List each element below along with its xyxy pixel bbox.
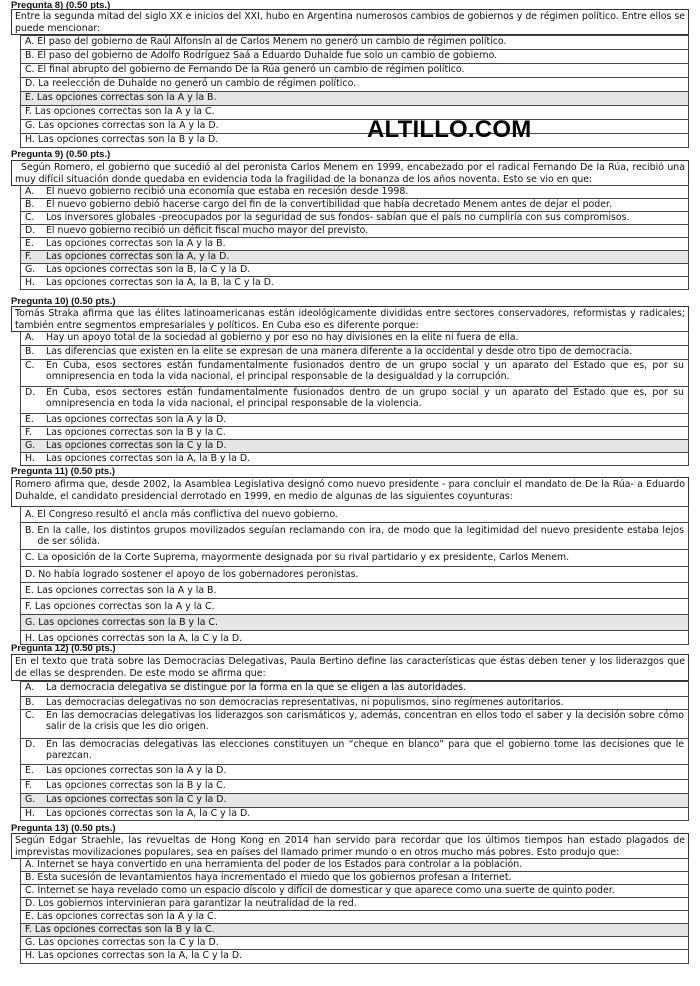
option-text: La democracia delegativa se distingue por la forma en la que se eligen a las autoridades.	[46, 682, 467, 693]
option-text: En Cuba, esos sectores están fundamentalmente fusionados dentro de un grupo social y un aparato del Estado que es, por su omnipresencia en toda la vida nacional, el principal responsable de la desigualdad y la corrupción.	[46, 360, 684, 382]
option-text: Hay un apoyo total de la sociedad al gobierno y por eso no hay divisiones en la elite ni fuera de ella.	[46, 332, 519, 343]
option-letter: A.	[25, 682, 35, 693]
question-12-option-c[interactable]	[20, 709, 689, 739]
question-12-stem: En el texto que trata sobre las Democracias Delegativas, Paula Bertino define las características que éstas deben tener y los liderazgos que de ellas se desprenden. De este modo se afirma que:	[15, 656, 685, 679]
question-13-header: Pregunta 13) (0.50 pts.)	[11, 823, 116, 834]
option-letter: D.	[25, 78, 36, 89]
option-letter: H.	[25, 453, 35, 464]
option-text: El nuevo gobierno debió hacerse cargo del fin de la convertibilidad que había decretado Menem antes de dejar el poder.	[46, 199, 612, 210]
question-11-option-g[interactable]	[20, 614, 689, 631]
option-letter: D.	[25, 387, 36, 398]
question-10-option-a[interactable]	[20, 331, 689, 346]
question-8-option-b[interactable]	[20, 49, 689, 64]
question-8-option-f[interactable]	[20, 105, 689, 120]
option-letter: H.	[25, 808, 35, 819]
question-12-option-f[interactable]	[20, 779, 689, 794]
question-10-option-c[interactable]	[20, 359, 689, 387]
option-text: Las opciones correctas son la B y la C.	[46, 427, 226, 438]
option-letter: C.	[25, 710, 35, 721]
question-13-option-d[interactable]	[20, 897, 689, 911]
option-letter: D.	[25, 225, 36, 236]
question-8-stem-box	[11, 9, 689, 35]
option-letter: B.	[25, 346, 35, 357]
option-letter: F.	[25, 427, 32, 438]
question-11-stem: Romero afirma que, desde 2002, la Asamblea Legislativa designó como nuevo presidente - para concluir el mandato de De la Rúa- a Eduardo Duhalde, el candidato presidencial derrotado en 1999, en medio de algunas de las siguientes coyunturas:	[15, 479, 685, 502]
option-text: Los gobiernos intervinieran para garantizar la neutralidad de la red.	[38, 898, 357, 909]
option-letter: E.	[25, 414, 34, 425]
question-11-header: Pregunta 11) (0.50 pts.)	[11, 466, 116, 477]
option-letter: E.	[25, 765, 34, 776]
option-text: Las opciones correctas son la A y la B.	[36, 585, 217, 596]
option-letter: E.	[25, 238, 34, 249]
question-11-option-a[interactable]	[20, 506, 689, 523]
option-text: El nuevo gobierno recibió una economía que estaba en recesión desde 1998.	[46, 186, 409, 197]
question-9-option-e[interactable]	[20, 237, 689, 251]
option-text: En Cuba, esos sectores están fundamentalmente fusionados dentro de un grupo social y un aparato del Estado que es, por su omnipresencia en toda la vida nacional, el principal responsable de la violencia.	[46, 387, 684, 409]
question-13-option-a[interactable]	[20, 858, 689, 872]
question-13-option-h[interactable]	[20, 949, 689, 964]
question-8-option-h[interactable]	[20, 133, 689, 148]
option-text: El paso del gobierno de Raúl Alfonsín al de Carlos Menem no generó un cambio de régimen político.	[37, 36, 507, 47]
option-letter: B.	[25, 199, 35, 210]
question-11-option-c[interactable]	[20, 549, 689, 567]
option-letter: B.	[25, 872, 35, 883]
option-text: Esta sucesión de levantamientos haya incrementado el miedo que los gobiernos profesan a Internet.	[37, 872, 512, 883]
option-letter: H.	[25, 134, 35, 145]
option-letter: H.	[25, 277, 35, 288]
watermark-logo: ALTILLO.COM	[367, 116, 532, 143]
question-9-option-b[interactable]	[20, 198, 689, 212]
question-13-option-b[interactable]	[20, 871, 689, 885]
option-letter: G.	[25, 617, 36, 628]
option-text: Internet se haya revelado como un espacio díscolo y difícil de domesticar y que aparece como una suerte de quinto poder.	[37, 885, 615, 896]
question-13-option-f[interactable]	[20, 923, 689, 937]
question-9-option-d[interactable]	[20, 224, 689, 238]
question-12-option-e[interactable]	[20, 764, 689, 780]
option-text: Las opciones correctas son la A, la B y la D.	[46, 453, 251, 464]
option-text: El Congreso resultó el ancla más conflictiva del nuevo gobierno.	[37, 509, 338, 520]
question-8-option-e[interactable]	[20, 91, 689, 106]
option-letter: C.	[25, 552, 35, 563]
question-9-stem-box	[11, 160, 689, 186]
option-text: Las opciones correctas son la C y la D.	[46, 794, 227, 805]
option-letter: C.	[25, 360, 35, 371]
option-letter: C.	[25, 212, 35, 223]
option-letter: G.	[25, 937, 36, 948]
question-10-option-h[interactable]	[20, 452, 689, 466]
option-text: Las opciones correctas son la A, la C y la D.	[46, 808, 251, 819]
option-letter: A.	[25, 859, 35, 870]
question-8-header: Pregunta 8) (0.50 pts.)	[11, 0, 111, 11]
question-13-stem-box	[11, 833, 689, 859]
option-letter: E.	[25, 585, 34, 596]
option-text: Las opciones correctas son la A y la D.	[46, 765, 227, 776]
option-letter: G.	[25, 794, 36, 805]
question-10-option-d[interactable]	[20, 386, 689, 414]
option-letter: D.	[25, 739, 36, 750]
option-letter: F.	[25, 780, 32, 791]
option-letter: H.	[25, 950, 35, 961]
question-12-stem-box	[11, 654, 689, 681]
option-text: Las opciones correctas son la A, la C y la D.	[37, 633, 243, 644]
question-12-option-g[interactable]	[20, 793, 689, 808]
option-letter: C.	[25, 885, 35, 896]
option-text: Las opciones correctas son la A y la C.	[34, 106, 215, 117]
question-10-header: Pregunta 10) (0.50 pts.)	[11, 296, 116, 307]
option-letter: G.	[25, 264, 36, 275]
option-text: En la calle, los distintos grupos movilizados seguían reclamando con ira, de modo que la legitimidad del nuevo presidente estaba lejos de ser sólida.	[37, 525, 684, 547]
question-12-option-b[interactable]	[20, 696, 689, 710]
option-text: Las opciones correctas son la A, la B, la C y la D.	[46, 277, 274, 288]
option-text: Las opciones correctas son la C y la D.	[38, 937, 219, 948]
option-letter: E.	[25, 92, 34, 103]
option-letter: B.	[25, 525, 35, 536]
option-text: En las democracias delegativas los liderazgos son carismáticos y, además, concentran en ellos todo el saber y la decisión sobre cómo salir de la crisis que les dio origen.	[46, 710, 684, 732]
question-9-header: Pregunta 9) (0.50 pts.)	[11, 149, 111, 160]
question-9-option-f[interactable]	[20, 250, 689, 264]
option-text: El final abrupto del gobierno de Fernando De la Rúa generó un cambio de régimen político.	[37, 64, 465, 75]
question-11-option-d[interactable]	[20, 566, 689, 583]
question-10-option-f[interactable]	[20, 426, 689, 440]
question-8-option-d[interactable]	[20, 77, 689, 92]
option-letter: A.	[25, 509, 35, 520]
question-10-option-g[interactable]	[20, 439, 689, 453]
question-11-option-e[interactable]	[20, 582, 689, 599]
option-text: Las opciones correctas son la C y la D.	[46, 440, 227, 451]
question-12-option-d[interactable]	[20, 738, 689, 765]
option-text: Las opciones correctas son la A, la C y la D.	[37, 950, 243, 961]
question-9-option-g[interactable]	[20, 263, 689, 277]
question-12-header: Pregunta 12) (0.50 pts.)	[11, 643, 116, 654]
question-13-option-c[interactable]	[20, 884, 689, 898]
option-text: Las opciones correctas son la A y la D.	[46, 414, 227, 425]
question-10-option-b[interactable]	[20, 345, 689, 360]
option-letter: A.	[25, 186, 35, 197]
option-text: Las opciones correctas son la A y la C.	[36, 911, 217, 922]
option-letter: C.	[25, 64, 35, 75]
option-text: Los inversores globales -preocupados por la seguridad de sus fondos- sabían que el país no cumpliría con sus compromisos.	[46, 212, 630, 223]
question-8-option-g[interactable]	[20, 119, 689, 134]
option-letter: B.	[25, 50, 35, 61]
option-text: Las democracias delegativas no son democracias representativas, ni populismos, sino regímenes autoritarios.	[46, 697, 564, 708]
option-text: Las opciones correctas son la B y la D.	[37, 134, 219, 145]
option-text: Las opciones correctas son la A, y la D.	[46, 251, 230, 262]
option-letter: F.	[25, 601, 32, 612]
question-8-stem: Entre la segunda mitad del siglo XX e inicios del XXI, hubo en Argentina numerosos cambios de gobiernos y de régimen político. Entre ellos se puede mencionar:	[15, 11, 685, 34]
option-text: Las opciones correctas son la B, la C y la D.	[46, 264, 251, 275]
option-letter: H.	[25, 633, 35, 644]
option-letter: B.	[25, 697, 35, 708]
option-text: Las opciones correctas son la A y la D.	[38, 120, 219, 131]
question-11-option-f[interactable]	[20, 598, 689, 615]
option-text: Las opciones correctas son la B y la C.	[34, 924, 215, 935]
option-letter: F.	[25, 106, 32, 117]
question-9-option-c[interactable]	[20, 211, 689, 225]
option-letter: A.	[25, 332, 35, 343]
question-8-option-a[interactable]	[20, 35, 689, 50]
question-11-stem-box	[11, 477, 689, 507]
option-text: Las opciones correctas son la A y la B.	[36, 92, 217, 103]
option-text: El nuevo gobierno recibió un déficit fiscal mucho mayor del previsto.	[46, 225, 369, 236]
question-9-option-h[interactable]	[20, 276, 689, 290]
option-letter: F.	[25, 251, 32, 262]
option-text: En las democracias delegativas las elecciones constituyen un “cheque en blanco” para que el gobierno tome las decisiones que le parezcan.	[46, 739, 684, 761]
question-13-option-g[interactable]	[20, 936, 689, 950]
option-text: La oposición de la Corte Suprema, mayormente designada por su rival partidario y ex presidente, Carlos Menem.	[37, 552, 570, 563]
option-letter: G.	[25, 440, 36, 451]
question-10-stem-box	[11, 306, 689, 332]
option-text: No había logrado sostener el apoyo de los gobernadores peronistas.	[38, 569, 359, 580]
option-letter: D.	[25, 569, 36, 580]
question-9-stem: Según Romero, el gobierno que sucedió al del peronista Carlos Menem en 1999, encabezado por el radical Fernando De la Rúa, recibió una muy difícil situación donde quedaba en evidencia toda la fragilidad de la bonanza de los años noventa. Esto se vio en que:	[15, 162, 685, 185]
option-letter: G.	[25, 120, 36, 131]
question-9-option-a[interactable]	[20, 185, 689, 199]
option-text: Las opciones correctas son la B y la C.	[46, 780, 226, 791]
option-text: Internet se haya convertido en una herramienta del poder de los Estados para controlar a la población.	[37, 859, 523, 870]
option-letter: D.	[25, 898, 36, 909]
question-12-option-a[interactable]	[20, 681, 689, 697]
option-text: Las opciones correctas son la A y la B.	[46, 238, 226, 249]
question-12-option-h[interactable]	[20, 807, 689, 821]
option-text: Las diferencias que existen en la elite se expresan de una manera diferente a la occidental y desde otro tipo de democracia.	[46, 346, 633, 357]
option-letter: A.	[25, 36, 35, 47]
question-11-option-b[interactable]	[20, 522, 689, 550]
option-text: Las opciones correctas son la A y la C.	[34, 601, 215, 612]
question-13-stem: Según Edgar Straehle, las revueltas de Hong Kong en 2014 han servido para recordar que los últimos tiempos han estado plagados de imprevistas movilizaciones populares, sea en países del llamado primer mundo o en otros mucho más pobres. Esto produjo que:	[15, 835, 685, 858]
question-11-option-h[interactable]	[20, 630, 689, 645]
question-10-option-e[interactable]	[20, 413, 689, 427]
question-13-option-e[interactable]	[20, 910, 689, 924]
option-letter: F.	[25, 924, 32, 935]
question-8-option-c[interactable]	[20, 63, 689, 78]
option-text: La reelección de Duhalde no generó un cambio de régimen político.	[38, 78, 357, 89]
option-text: El paso del gobierno de Adolfo Rodríguez Saá a Eduardo Duhalde fue solo un cambio de gobierno.	[37, 50, 498, 61]
option-letter: E.	[25, 911, 34, 922]
option-text: Las opciones correctas son la B y la C.	[38, 617, 218, 628]
question-10-stem: Tomás Straka afirma que las élites latinoamericanas están ideológicamente divididas entre sectores conservadores, reformistas y radicales; también entre segmentos empresariales y políticos. En Cuba eso es diferente porque:	[15, 308, 685, 331]
